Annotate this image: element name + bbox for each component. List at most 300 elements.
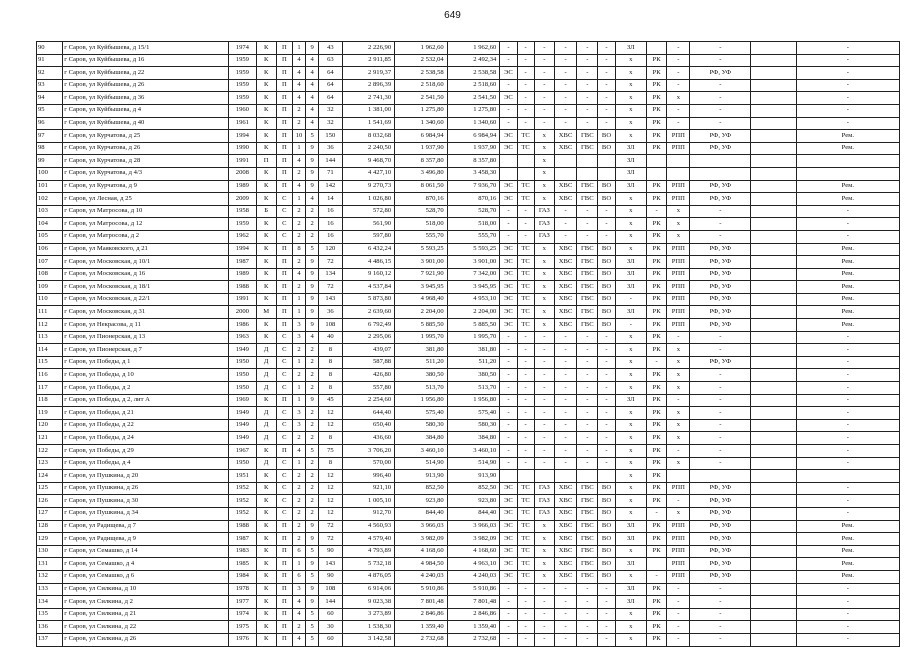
gas-cell: ГАЗ — [534, 482, 554, 495]
entrances-cell: 2 — [292, 621, 305, 634]
row-number-cell: 99 — [37, 155, 63, 168]
hot-water-cell: - — [577, 419, 598, 432]
note-cell: - — [796, 394, 899, 407]
row-number-cell: 94 — [37, 92, 63, 105]
repair-pp-cell: РПП — [667, 180, 690, 193]
roof-type-cell: П — [276, 79, 292, 92]
year-cell: 1952 — [229, 495, 256, 508]
hot-water-cell: ГВС — [577, 142, 598, 155]
note-cell: Рем. — [796, 545, 899, 558]
row-number-cell: 93 — [37, 79, 63, 92]
total-area-cell: 436,60 — [342, 432, 395, 445]
table-row — [37, 281, 900, 294]
floors-cell: 2 — [306, 356, 319, 369]
gas-cell: х — [534, 520, 554, 533]
total-area-cell: 2 295,06 — [342, 331, 395, 344]
heating-cell: - — [517, 621, 534, 634]
table-row — [37, 117, 900, 130]
sewerage-cell: - — [598, 432, 615, 445]
total-area-cell: 650,40 — [342, 419, 395, 432]
apartments-cell: 12 — [319, 407, 342, 420]
sewerage-cell: - — [598, 79, 615, 92]
sewerage-cell: ВО — [598, 558, 615, 571]
gas-cell: х — [534, 155, 554, 168]
cold-water-cell: ХВС — [554, 193, 576, 206]
power-supply-cell: ЭС — [500, 92, 517, 105]
wall-material-cell: К — [256, 482, 276, 495]
cold-water-cell — [554, 167, 576, 180]
gas-cell: х — [534, 142, 554, 155]
reserve-cell — [751, 243, 797, 256]
cold-water-cell: - — [554, 621, 576, 634]
note-cell: - — [796, 419, 899, 432]
roof-type-cell: С — [276, 482, 292, 495]
repair-facade-cell: - — [690, 596, 751, 609]
repair-facade-cell: РФ, УФ — [690, 570, 751, 583]
repair-pp-cell: - — [667, 583, 690, 596]
gas-cell: х — [534, 306, 554, 319]
apartments-cell: 12 — [319, 470, 342, 483]
heating-cell: - — [517, 457, 534, 470]
heating-cell: ТС — [517, 281, 534, 294]
apartments-cell: 90 — [319, 545, 342, 558]
note-cell: Рем. — [796, 306, 899, 319]
row-number-cell: 90 — [37, 42, 63, 55]
power-supply-cell: ЭС — [500, 180, 517, 193]
repair-pp-cell: - — [667, 394, 690, 407]
apartments-cell: 144 — [319, 596, 342, 609]
sewerage-cell: - — [598, 457, 615, 470]
repair-facade-cell: - — [690, 369, 751, 382]
sewerage-cell: - — [598, 382, 615, 395]
note-cell: - — [796, 42, 899, 55]
total-area-cell: 5 732,18 — [342, 558, 395, 571]
row-number-cell: 130 — [37, 545, 63, 558]
gas-cell: х — [534, 570, 554, 583]
total-area-cell: 597,80 — [342, 230, 395, 243]
address-cell: г Саров, ул Курчатова, д 26 — [63, 142, 229, 155]
cold-water-cell: - — [554, 419, 576, 432]
reserve-cell — [751, 369, 797, 382]
cold-water-cell: - — [554, 54, 576, 67]
floors-cell: 9 — [306, 293, 319, 306]
row-number-cell: 128 — [37, 520, 63, 533]
address-cell: г Саров, ул Московская, д 31 — [63, 306, 229, 319]
note-cell: - — [796, 583, 899, 596]
cold-water-cell: - — [554, 230, 576, 243]
table-row — [37, 167, 900, 180]
repair-roof-cell: РК — [646, 331, 666, 344]
sewerage-cell — [598, 470, 615, 483]
address-cell: г Саров, ул Пушкина, д 26 — [63, 482, 229, 495]
note-cell: - — [796, 621, 899, 634]
entrances-cell: 6 — [292, 570, 305, 583]
floors-cell: 5 — [306, 545, 319, 558]
gas-cell: х — [534, 281, 554, 294]
cold-water-cell: - — [554, 445, 576, 458]
year-cell: 1987 — [229, 533, 256, 546]
wall-material-cell: К — [256, 520, 276, 533]
row-number-cell: 109 — [37, 281, 63, 294]
hot-water-cell: ГВС — [577, 268, 598, 281]
sewerage-cell: ВО — [598, 520, 615, 533]
floors-cell: 4 — [306, 193, 319, 206]
hot-water-cell: - — [577, 394, 598, 407]
living-area-cell: 2 532,04 — [395, 54, 448, 67]
address-cell: г Саров, ул Семашко, д 4 — [63, 558, 229, 571]
repair-facade-cell: - — [690, 419, 751, 432]
living-area-cell: 5 910,86 — [395, 583, 448, 596]
condition-cell: х — [615, 230, 646, 243]
table-row — [37, 369, 900, 382]
reserve-cell — [751, 419, 797, 432]
note-cell: - — [796, 382, 899, 395]
year-cell: 1959 — [229, 79, 256, 92]
living-area-cell: 555,70 — [395, 230, 448, 243]
entrances-cell: 1 — [292, 142, 305, 155]
entrances-cell: 8 — [292, 243, 305, 256]
address-cell: г Саров, ул Куйбышева, д 36 — [63, 92, 229, 105]
row-number-cell: 133 — [37, 583, 63, 596]
repair-facade-cell: РФ, УФ — [690, 193, 751, 206]
repair-facade-cell: - — [690, 205, 751, 218]
year-cell: 1974 — [229, 608, 256, 621]
repair-roof-cell: РК — [646, 256, 666, 269]
repair-pp-cell: х — [667, 419, 690, 432]
reserve-cell — [751, 520, 797, 533]
apartments-cell: 30 — [319, 621, 342, 634]
total-area-cell: 1 026,80 — [342, 193, 395, 206]
residential-area-cell: 1 995,70 — [447, 331, 500, 344]
repair-roof-cell: РК — [646, 281, 666, 294]
gas-cell: - — [534, 457, 554, 470]
gas-cell: ГАЗ — [534, 495, 554, 508]
condition-cell: х — [615, 92, 646, 105]
table-row — [37, 79, 900, 92]
sewerage-cell: - — [598, 633, 615, 646]
living-area-cell: 2 204,00 — [395, 306, 448, 319]
address-cell: г Саров, ул Победы, д 1 — [63, 356, 229, 369]
residential-area-cell: 575,40 — [447, 407, 500, 420]
note-cell: - — [796, 104, 899, 117]
heating-cell: ТС — [517, 533, 534, 546]
roof-type-cell: С — [276, 369, 292, 382]
repair-pp-cell: х — [667, 92, 690, 105]
total-area-cell: 2 896,39 — [342, 79, 395, 92]
wall-material-cell: К — [256, 545, 276, 558]
repair-pp-cell: РПП — [667, 193, 690, 206]
repair-roof-cell: РК — [646, 180, 666, 193]
total-area-cell: 3 706,20 — [342, 445, 395, 458]
residential-area-cell: 2 538,58 — [447, 67, 500, 80]
entrances-cell: 1 — [292, 356, 305, 369]
row-number-cell: 129 — [37, 533, 63, 546]
hot-water-cell: - — [577, 79, 598, 92]
floors-cell: 9 — [306, 533, 319, 546]
heating-cell: - — [517, 583, 534, 596]
wall-material-cell: К — [256, 445, 276, 458]
table-row — [37, 470, 900, 483]
repair-pp-cell: РПП — [667, 256, 690, 269]
wall-material-cell: К — [256, 42, 276, 55]
floors-cell: 4 — [306, 331, 319, 344]
row-number-cell: 117 — [37, 382, 63, 395]
residential-area-cell: 3 460,10 — [447, 445, 500, 458]
note-cell: Рем. — [796, 243, 899, 256]
reserve-cell — [751, 319, 797, 332]
cold-water-cell: - — [554, 344, 576, 357]
repair-facade-cell: РФ, УФ — [690, 482, 751, 495]
power-supply-cell — [500, 167, 517, 180]
repair-pp-cell: РПП — [667, 319, 690, 332]
living-area-cell: 4 240,03 — [395, 570, 448, 583]
residential-area-cell: 518,00 — [447, 218, 500, 231]
reserve-cell — [751, 54, 797, 67]
heating-cell: - — [517, 407, 534, 420]
repair-pp-cell: РПП — [667, 142, 690, 155]
power-supply-cell: - — [500, 344, 517, 357]
total-area-cell: 9 270,73 — [342, 180, 395, 193]
living-area-cell: 852,50 — [395, 482, 448, 495]
condition-cell: ЗЛ — [615, 142, 646, 155]
repair-facade-cell: - — [690, 42, 751, 55]
power-supply-cell: ЭС — [500, 520, 517, 533]
cold-water-cell: - — [554, 92, 576, 105]
row-number-cell: 131 — [37, 558, 63, 571]
power-supply-cell: ЭС — [500, 130, 517, 143]
sewerage-cell: ВО — [598, 281, 615, 294]
entrances-cell: 4 — [292, 92, 305, 105]
wall-material-cell: Б — [256, 205, 276, 218]
roof-type-cell: С — [276, 205, 292, 218]
total-area-cell: 4 560,93 — [342, 520, 395, 533]
power-supply-cell: - — [500, 230, 517, 243]
living-area-cell: 2 541,50 — [395, 92, 448, 105]
residential-area-cell: 580,30 — [447, 419, 500, 432]
entrances-cell: 2 — [292, 369, 305, 382]
total-area-cell: 4 537,84 — [342, 281, 395, 294]
roof-type-cell: С — [276, 470, 292, 483]
repair-facade-cell: РФ, УФ — [690, 319, 751, 332]
living-area-cell: 3 901,00 — [395, 256, 448, 269]
heating-cell: - — [517, 432, 534, 445]
row-number-cell: 102 — [37, 193, 63, 206]
table-row — [37, 419, 900, 432]
repair-roof-cell: РК — [646, 407, 666, 420]
gas-cell: - — [534, 92, 554, 105]
repair-pp-cell: - — [667, 608, 690, 621]
roof-type-cell: П — [276, 633, 292, 646]
heating-cell: - — [517, 42, 534, 55]
living-area-cell: 528,70 — [395, 205, 448, 218]
residential-area-cell: 852,50 — [447, 482, 500, 495]
floors-cell: 4 — [306, 54, 319, 67]
entrances-cell: 3 — [292, 319, 305, 332]
wall-material-cell: К — [256, 319, 276, 332]
reserve-cell — [751, 293, 797, 306]
residential-area-cell: 5 885,50 — [447, 319, 500, 332]
entrances-cell: 10 — [292, 130, 305, 143]
cold-water-cell: - — [554, 67, 576, 80]
repair-roof-cell: РК — [646, 445, 666, 458]
year-cell: 1994 — [229, 243, 256, 256]
heating-cell: ТС — [517, 193, 534, 206]
residential-area-cell: 4 963,10 — [447, 558, 500, 571]
reserve-cell — [751, 583, 797, 596]
table-row — [37, 256, 900, 269]
residential-area-cell: 1 340,60 — [447, 117, 500, 130]
repair-roof-cell: РК — [646, 193, 666, 206]
repair-pp-cell: - — [667, 445, 690, 458]
heating-cell: ТС — [517, 545, 534, 558]
living-area-cell: 923,80 — [395, 495, 448, 508]
address-cell: г Саров, ул Матросова, д 2 — [63, 230, 229, 243]
condition-cell: х — [615, 117, 646, 130]
roof-type-cell: П — [276, 570, 292, 583]
year-cell: 1988 — [229, 281, 256, 294]
entrances-cell: 3 — [292, 583, 305, 596]
residential-area-cell: 1 359,40 — [447, 621, 500, 634]
repair-pp-cell: РПП — [667, 558, 690, 571]
power-supply-cell: ЭС — [500, 507, 517, 520]
repair-pp-cell: РПП — [667, 243, 690, 256]
power-supply-cell: ЭС — [500, 558, 517, 571]
condition-cell: х — [615, 432, 646, 445]
repair-roof-cell — [646, 155, 666, 168]
entrances-cell: 4 — [292, 633, 305, 646]
note-cell: Рем. — [796, 520, 899, 533]
power-supply-cell — [500, 155, 517, 168]
table-row — [37, 54, 900, 67]
address-cell: г Саров, ул Победы, д 2, лит А — [63, 394, 229, 407]
address-cell: г Саров, ул Куйбышева, д 4 — [63, 104, 229, 117]
address-cell: г Саров, ул Силкина, д 2 — [63, 596, 229, 609]
gas-cell: х — [534, 558, 554, 571]
residential-area-cell: 2 846,86 — [447, 608, 500, 621]
repair-roof-cell: РК — [646, 142, 666, 155]
power-supply-cell: - — [500, 54, 517, 67]
condition-cell: ЗЛ — [615, 256, 646, 269]
living-area-cell: 511,20 — [395, 356, 448, 369]
address-cell: г Саров, ул Матросова, д 10 — [63, 205, 229, 218]
repair-roof-cell: РК — [646, 470, 666, 483]
reserve-cell — [751, 382, 797, 395]
address-cell: г Саров, ул Радищева, д 7 — [63, 520, 229, 533]
reserve-cell — [751, 445, 797, 458]
entrances-cell: 2 — [292, 482, 305, 495]
sewerage-cell: - — [598, 42, 615, 55]
year-cell: 1958 — [229, 205, 256, 218]
repair-facade-cell: - — [690, 457, 751, 470]
row-number-cell: 107 — [37, 256, 63, 269]
apartments-cell: 8 — [319, 369, 342, 382]
year-cell: 2000 — [229, 306, 256, 319]
address-cell: г Саров, ул Куйбышева, д 26 — [63, 79, 229, 92]
cold-water-cell: - — [554, 596, 576, 609]
condition-cell: ЗЛ — [615, 533, 646, 546]
reserve-cell — [751, 205, 797, 218]
floors-cell: 2 — [306, 407, 319, 420]
total-area-cell: 2 919,37 — [342, 67, 395, 80]
sewerage-cell: ВО — [598, 130, 615, 143]
year-cell: 1984 — [229, 570, 256, 583]
power-supply-cell: ЭС — [500, 495, 517, 508]
note-cell: - — [796, 344, 899, 357]
gas-cell: - — [534, 42, 554, 55]
power-supply-cell: ЭС — [500, 545, 517, 558]
floors-cell: 9 — [306, 180, 319, 193]
repair-roof-cell: РК — [646, 633, 666, 646]
heating-cell: - — [517, 633, 534, 646]
repair-pp-cell: РПП — [667, 268, 690, 281]
heating-cell: ТС — [517, 570, 534, 583]
repair-pp-cell: х — [667, 457, 690, 470]
heating-cell: - — [517, 117, 534, 130]
repair-facade-cell: - — [690, 407, 751, 420]
sewerage-cell: ВО — [598, 507, 615, 520]
repair-roof-cell: РК — [646, 230, 666, 243]
row-number-cell: 124 — [37, 470, 63, 483]
condition-cell: х — [615, 407, 646, 420]
living-area-cell: 1 275,80 — [395, 104, 448, 117]
reserve-cell — [751, 432, 797, 445]
wall-material-cell: К — [256, 583, 276, 596]
total-area-cell: 587,88 — [342, 356, 395, 369]
address-cell: г Саров, ул Курчатова, д 4/3 — [63, 167, 229, 180]
hot-water-cell: ГВС — [577, 558, 598, 571]
power-supply-cell: - — [500, 457, 517, 470]
address-cell: г Саров, ул Победы, д 29 — [63, 445, 229, 458]
note-cell: - — [796, 92, 899, 105]
wall-material-cell: Д — [256, 356, 276, 369]
roof-type-cell: П — [276, 117, 292, 130]
repair-roof-cell: РК — [646, 67, 666, 80]
condition-cell: ЗЛ — [615, 520, 646, 533]
row-number-cell: 132 — [37, 570, 63, 583]
total-area-cell: 921,10 — [342, 482, 395, 495]
year-cell: 1959 — [229, 54, 256, 67]
year-cell: 1963 — [229, 331, 256, 344]
total-area-cell: 2 240,50 — [342, 142, 395, 155]
condition-cell: х — [615, 495, 646, 508]
address-cell: г Саров, ул Пионерская, д 13 — [63, 331, 229, 344]
repair-pp-cell: х — [667, 344, 690, 357]
gas-cell: ГАЗ — [534, 507, 554, 520]
wall-material-cell: К — [256, 608, 276, 621]
table-row — [37, 331, 900, 344]
residential-area-cell: 3 982,09 — [447, 533, 500, 546]
floors-cell: 9 — [306, 596, 319, 609]
cold-water-cell: - — [554, 356, 576, 369]
year-cell: 1950 — [229, 457, 256, 470]
repair-facade-cell: - — [690, 432, 751, 445]
address-cell: г Саров, ул Лесная, д 25 — [63, 193, 229, 206]
repair-roof-cell: РК — [646, 382, 666, 395]
address-cell: г Саров, ул Победы, д 10 — [63, 369, 229, 382]
hot-water-cell: - — [577, 218, 598, 231]
repair-pp-cell: РПП — [667, 482, 690, 495]
note-cell: - — [796, 117, 899, 130]
repair-facade-cell: - — [690, 382, 751, 395]
table-row — [37, 306, 900, 319]
roof-type-cell: П — [276, 520, 292, 533]
power-supply-cell: - — [500, 633, 517, 646]
cold-water-cell: - — [554, 42, 576, 55]
total-area-cell: 9 160,12 — [342, 268, 395, 281]
condition-cell: х — [615, 356, 646, 369]
gas-cell: - — [534, 445, 554, 458]
roof-type-cell: П — [276, 558, 292, 571]
